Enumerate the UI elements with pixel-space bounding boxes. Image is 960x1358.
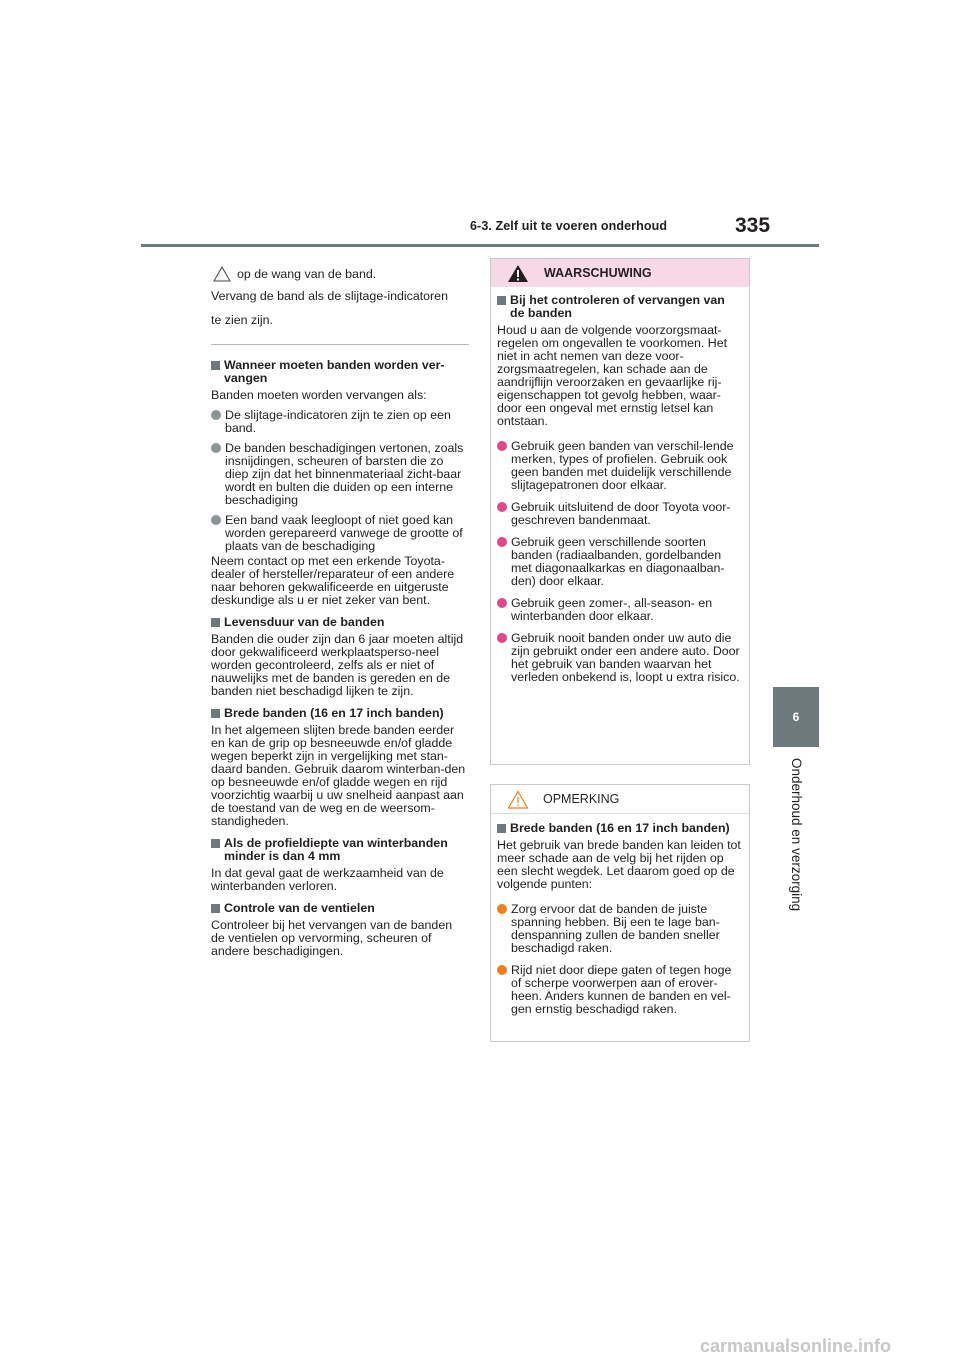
warning-label: WAARSCHUWING <box>544 266 652 280</box>
square-bullet-icon <box>211 709 220 718</box>
square-bullet-icon <box>211 361 220 370</box>
section-heading: Wanneer moeten banden worden ver-vangen <box>211 359 469 385</box>
note-label: OPMERKING <box>543 792 620 806</box>
wear-indicator-triangle-icon <box>213 266 231 282</box>
note-item: Zorg ervoor dat de banden de juiste spanning hebben. Bij een te lage ban-denspanning zullen de banden sneller beschadigd raken. <box>497 903 742 955</box>
indicator-line <box>213 262 469 286</box>
square-bullet-icon <box>497 824 506 833</box>
warning-title: Bij het controleren of vervangen van de banden <box>497 294 742 320</box>
bullet-icon <box>497 502 507 512</box>
section-heading: Controle van de ventielen <box>211 902 469 915</box>
chapter-tab[interactable] <box>773 687 819 747</box>
header-rule <box>141 244 819 247</box>
bullet-icon <box>497 598 507 608</box>
section-heading: Brede banden (16 en 17 inch banden) <box>211 707 469 720</box>
bullet-icon <box>497 965 507 975</box>
indicator-text: op de wang van de band. <box>237 266 377 281</box>
note-item: Rijd niet door diepe gaten of tegen hoge of scherpe voorwerpen aan of erover-heen. Anders kunnen de banden en vel-gen ernstig beschadigd raken. <box>497 964 742 1016</box>
bullet-icon <box>211 410 221 420</box>
bullet-icon <box>497 904 507 914</box>
section-body: In dat geval gaat de werkzaamheid van de winterbanden verloren. <box>211 866 444 893</box>
list-item: De banden beschadigingen vertonen, zoals insnijdingen, scheuren of barsten die zo diep zijn dat het binnenmateriaal zicht-baar wordt en bulten die duiden op een interne beschadiging <box>211 442 469 507</box>
warning-icon <box>507 264 529 283</box>
intro-line-1: Vervang de band als de slijtage-indicatoren <box>211 289 448 303</box>
bullet-icon <box>211 515 221 525</box>
square-bullet-icon <box>211 618 220 627</box>
warning-item: Gebruik geen verschillende soorten banden (radiaalbanden, gordelbanden met diagonaalkarkas en diagonaalban-den) door elkaar. <box>497 536 742 588</box>
list-item: De slijtage-indicatoren zijn te zien op een band. <box>211 409 469 435</box>
section-body: Controleer bij het vervangen van de banden de ventielen op vervorming, scheuren of andere beschadigingen. <box>211 918 453 958</box>
section-title: 6-3. Zelf uit te voeren onderhoud <box>470 219 668 233</box>
note-intro: Het gebruik van brede banden kan leiden tot meer schade aan de velg bij het rijden op een slecht wegdek. Let daarom goed op de volgende punten: <box>497 838 741 891</box>
watermark: carmanualsonline.info <box>700 1336 892 1356</box>
note-box <box>490 784 750 1042</box>
note-header <box>491 785 749 814</box>
list-item: Een band vaak leegloopt of niet goed kan worden gerepareerd vanwege de grootte of plaats van de beschadiging <box>211 514 469 553</box>
warning-header <box>491 259 749 287</box>
warning-box <box>490 258 750 765</box>
square-bullet-icon <box>497 296 506 305</box>
section-body: Banden die ouder zijn dan 6 jaar moeten altijd door gekwalificeerd werkplaatsperso-neel worden gecontroleerd, zelfs als er niet of nauwelijks met de banden is gereden en de banden niet beschadigd lijken te zijn. <box>211 632 464 698</box>
section-lead: Banden moeten worden vervangen als: <box>211 388 427 402</box>
chapter-label: Onderhoud en verzorging <box>789 758 804 912</box>
warning-item: Gebruik geen banden van verschil-lende merken, types of profielen. Gebruik ook geen banden met duidelijk verschillende slijtagepatronen door elkaar. <box>497 440 742 492</box>
section-body: In het algemeen slijten brede banden eerder en kan de grip op besneeuwde en/of gladde wegen beperkt zijn in vergelijking met stan-daard banden. Gebruik daarom winterban-den op besneeuwde en/of gladde wegen en rijd voorzichtig waarbij u uw snelheid aanpast aan de toestand van de weg en de weersom-standigheden. <box>211 723 466 828</box>
left-column <box>211 262 469 958</box>
warning-intro: Houd u aan de volgende voorzorgsmaat-regelen om ongevallen te voorkomen. Het niet in acht nemen van deze voor-zorgsmaatregelen, kan schade aan de aandrijflijn veroorzaken en gevaarlijke rij-eigenschappen tot gevolg hebben, waar-door een ongeval met ernstig letsel kan ontstaan. <box>497 323 728 428</box>
page-number: 335 <box>735 214 771 237</box>
warning-item: Gebruik nooit banden onder uw auto die zijn gebruikt onder een andere auto. Door het gebruik van banden waarvan het verleden onbekend is, loopt u extra risico. <box>497 632 742 684</box>
intro-line-2: te zien zijn. <box>211 313 273 327</box>
square-bullet-icon <box>211 839 220 848</box>
note-title: Brede banden (16 en 17 inch banden) <box>497 822 742 835</box>
bullet-icon <box>497 537 507 547</box>
section-body: Neem contact op met een erkende Toyota-dealer of hersteller/reparateur of een andere naar behoren gekwalificeerde en uitgeruste deskundige als u er niet zeker van bent. <box>211 554 455 607</box>
bullet-icon <box>497 633 507 643</box>
section-heading: Levensduur van de banden <box>211 616 469 629</box>
caution-icon <box>507 790 529 809</box>
bullet-icon <box>211 443 221 453</box>
warning-item: Gebruik uitsluitend de door Toyota voor-geschreven bandenmaat. <box>497 501 742 527</box>
chapter-number: 6 <box>792 710 800 724</box>
square-bullet-icon <box>211 904 220 913</box>
bullet-icon <box>497 441 507 451</box>
warning-item: Gebruik geen zomer-, all-season- en winterbanden door elkaar. <box>497 597 742 623</box>
divider <box>211 344 469 345</box>
section-heading: Als de profieldiepte van winterbanden minder is dan 4 mm <box>211 837 469 863</box>
